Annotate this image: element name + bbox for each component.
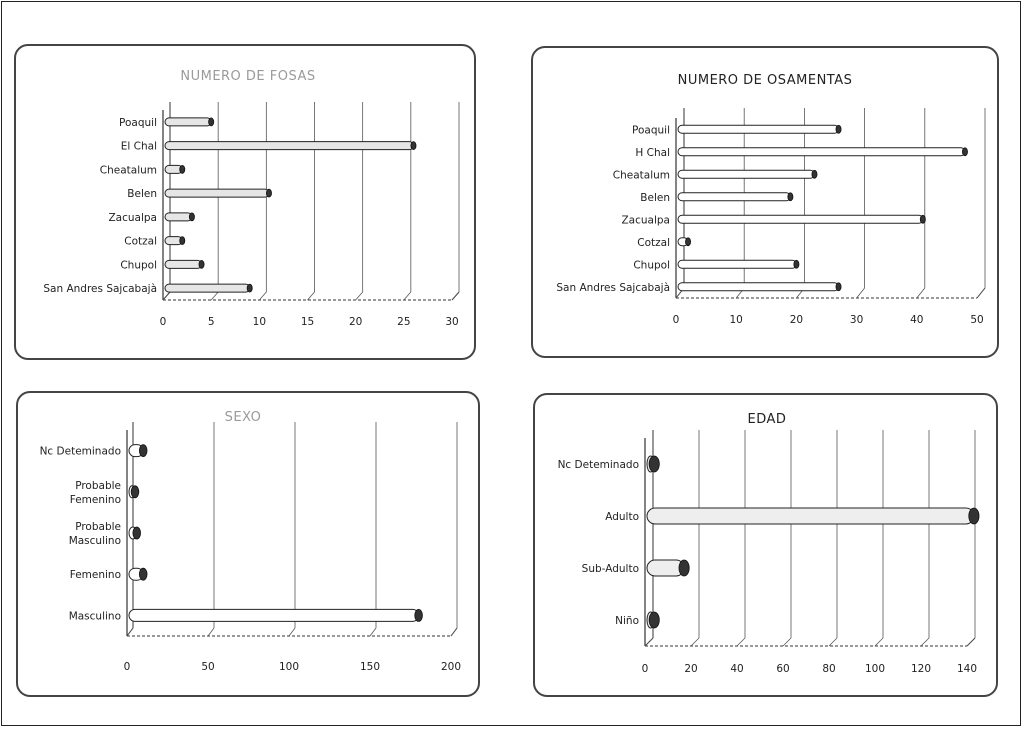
bar <box>678 193 790 201</box>
bar-end-cap <box>836 283 841 291</box>
bar <box>678 260 796 268</box>
floor-tick <box>208 628 214 636</box>
x-tick-label: 0 <box>123 661 131 673</box>
chart-2 <box>556 73 985 326</box>
bar <box>678 215 923 223</box>
category-label: Chupol <box>120 259 157 272</box>
x-tick-label: 40 <box>730 663 744 675</box>
floor-tick <box>259 292 266 300</box>
floor-tick <box>977 288 985 298</box>
floor-tick <box>691 638 699 646</box>
category-label: Zacualpa <box>108 211 157 224</box>
floor-tick <box>452 292 459 300</box>
category-label: Cheatalum <box>612 169 670 182</box>
bar <box>165 213 192 221</box>
category-label: Nc Deteminado <box>39 445 121 458</box>
bar <box>647 560 684 576</box>
bar-end-cap <box>679 560 689 576</box>
floor-tick <box>451 628 457 636</box>
floor-tick <box>211 292 218 300</box>
bar-end-cap <box>836 125 841 133</box>
x-tick-label: 80 <box>822 663 836 675</box>
category-label: Cheatalum <box>99 164 157 177</box>
category-label: Zacualpa <box>621 214 670 227</box>
bar <box>165 260 202 268</box>
x-tick-label: 10 <box>252 316 267 328</box>
x-tick-label: 30 <box>849 314 864 326</box>
category-label: San Andres Sajcabajà <box>556 281 670 294</box>
category-label: Femenino <box>69 493 121 506</box>
bar <box>129 609 419 621</box>
x-tick-label: 20 <box>789 314 804 326</box>
floor-tick <box>737 638 745 646</box>
floor-tick <box>308 292 315 300</box>
category-label: Poaquil <box>119 116 157 129</box>
bar-end-cap <box>247 284 252 292</box>
bar-end-cap <box>411 142 416 150</box>
bar-end-cap <box>266 189 271 197</box>
floor-tick <box>875 638 883 646</box>
bar-end-cap <box>209 118 214 126</box>
bar <box>165 118 211 126</box>
floor-tick <box>127 628 133 636</box>
x-tick-label: 0 <box>641 663 649 675</box>
x-tick-label: 10 <box>729 314 743 326</box>
x-tick-label: 200 <box>440 661 462 673</box>
category-label: El Chal <box>120 140 157 153</box>
bar <box>165 189 269 197</box>
category-label: Belen <box>127 188 157 201</box>
category-label: Niño <box>615 615 639 627</box>
bar-end-cap <box>131 486 139 498</box>
category-label: Adulto <box>605 511 639 523</box>
chart-title: SEXO <box>224 410 262 425</box>
category-label: Masculino <box>68 610 121 623</box>
category-label: Poaquil <box>632 124 670 137</box>
floor-tick <box>356 292 363 300</box>
bar-end-cap <box>962 148 967 156</box>
bar-end-cap <box>180 165 185 173</box>
bar <box>165 284 250 292</box>
bar-end-cap <box>199 260 204 268</box>
x-tick-label: 150 <box>359 661 381 673</box>
bar-end-cap <box>788 193 793 201</box>
x-tick-label: 20 <box>684 663 698 675</box>
chart-title: NUMERO DE FOSAS <box>180 69 316 84</box>
x-tick-label: 50 <box>201 661 215 673</box>
bar-end-cap <box>133 527 141 539</box>
x-tick-label: 60 <box>776 663 790 675</box>
category-label: Cotzal <box>637 236 670 249</box>
bar <box>678 125 839 133</box>
chart-title: EDAD <box>747 412 787 427</box>
bar <box>678 170 814 178</box>
floor-tick <box>829 638 837 646</box>
category-label: Femenino <box>69 569 121 582</box>
bar-end-cap <box>920 215 925 223</box>
x-tick-label: 25 <box>397 316 411 328</box>
floor-tick <box>857 288 865 298</box>
bar-end-cap <box>189 213 194 221</box>
category-label: Masculino <box>68 535 121 547</box>
bar-end-cap <box>812 170 817 178</box>
category-label: Probable <box>75 479 121 492</box>
category-label: H Chal <box>635 146 670 159</box>
x-tick-label: 0 <box>672 314 680 326</box>
chart-3 <box>40 410 461 673</box>
chart-1 <box>43 69 459 328</box>
category-label: San Andres Sajcabajà <box>43 283 157 296</box>
x-tick-label: 15 <box>300 316 315 328</box>
category-label: Cotzal <box>124 235 157 248</box>
x-tick-label: 100 <box>278 661 300 673</box>
x-tick-label: 5 <box>207 316 215 328</box>
bar-end-cap <box>969 508 979 524</box>
floor-tick <box>921 638 929 646</box>
bar <box>678 283 839 291</box>
floor-tick <box>645 638 653 646</box>
bar-end-cap <box>139 445 147 457</box>
bar-end-cap <box>649 456 659 472</box>
x-tick-label: 0 <box>159 316 167 328</box>
x-tick-label: 120 <box>910 663 932 675</box>
floor-tick <box>370 628 376 636</box>
bar <box>647 508 974 524</box>
bar-end-cap <box>685 238 690 246</box>
floor-tick <box>917 288 925 298</box>
x-tick-label: 50 <box>970 314 984 326</box>
bar <box>165 142 413 150</box>
category-label: Chupol <box>633 259 670 272</box>
floor-tick <box>783 638 791 646</box>
bar-end-cap <box>180 237 185 245</box>
chart-4 <box>558 412 979 675</box>
category-label: Belen <box>640 191 670 204</box>
x-tick-label: 30 <box>445 316 459 328</box>
bar-end-cap <box>649 612 659 628</box>
bar-end-cap <box>415 609 423 621</box>
floor-tick <box>289 628 295 636</box>
category-label: Nc Deteminado <box>557 459 639 471</box>
category-label: Sub-Adulto <box>581 563 639 575</box>
bar <box>678 148 965 156</box>
floor-tick <box>163 292 170 300</box>
x-tick-label: 100 <box>864 663 886 675</box>
category-label: Probable <box>75 521 121 533</box>
floor-tick <box>404 292 411 300</box>
bar-end-cap <box>139 568 147 580</box>
bar-end-cap <box>794 260 799 268</box>
x-tick-label: 20 <box>348 316 363 328</box>
x-tick-label: 140 <box>956 663 978 675</box>
chart-title: NUMERO DE OSAMENTAS <box>677 73 853 88</box>
x-tick-label: 40 <box>910 314 924 326</box>
floor-tick <box>967 638 975 646</box>
